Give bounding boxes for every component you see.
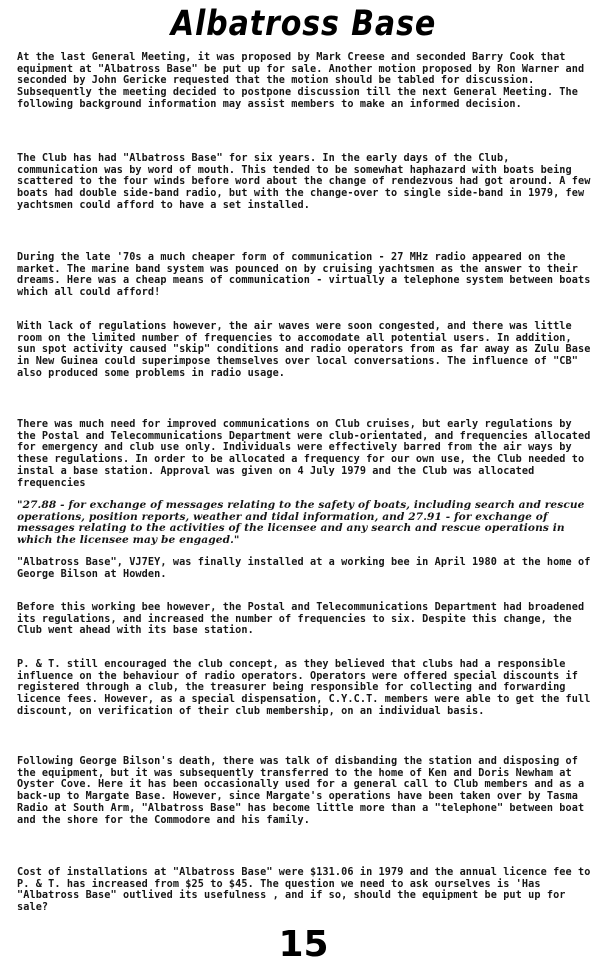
paragraph-club-history: The Club has had "Albatross Base" for six years. In the early days of the Club, communication was by word of mouth. This tended to be somewhat haphazard with boats being scattered to the four winds before word about the change of rendezvous had got around. A few boats had double side-band radio, but with the change-over to single side-band in 1979, few yachtsmen could afford to have a set installed. bbox=[17, 153, 591, 211]
paragraph-frequency-quote bbox=[17, 500, 591, 547]
paragraph-bilson-death: Following George Bilson's death, there was talk of disbanding the station and disposing of the equipment, but it was subsequently transferred to the home of Ken and Doris Newham at Oyster Cove. Here it has been occasionally used for a general call to Club members and as a back-up to Margate Base. However, since Margate's operations have been taken over by Tasma Radio at South Arm, "Albatross Base" has become little more than a "telephone" between boat and the shore for the Commodore and his family. bbox=[17, 756, 585, 826]
paragraph-costs-question: Cost of installations at "Albatross Base" were $131.06 in 1979 and the annual licence fee to P. & T. has increased from $25 to $45. The question we need to ask ourselves is 'Has "Albatross Base" outlived its usefulness , and if so, should the equipment be put up for sale? bbox=[17, 867, 591, 914]
paragraph-pt-club-concept: P. & T. still encouraged the club concept, as they believed that clubs had a responsible influence on the behaviour of radio operators. Operators were offered special discounts if registered through a club, the treasurer being responsible for collecting and forwarding licence fees. However, as a special dispensation, C.Y.C.T. members were able to get the full discount, on verification of their club membership, on an individual basis. bbox=[17, 659, 591, 717]
paragraph-working-bee: Before this working bee however, the Postal and Telecommunications Department had broadened its regulations, and increased the number of frequencies to six. Despite this change, the Club went ahead with its base station. bbox=[17, 602, 585, 637]
paragraph-regulations: With lack of regulations however, the air waves were soon congested, and there was little room on the limited number of frequencies to accomodate all potential users. In addition, sun spot activity caused "skip" conditions and radio operators from as far away as Zulu Base in New Guinea could superimpose themselves over local conversations. The influence of "CB" also produced some problems in radio usage. bbox=[17, 321, 591, 379]
page-number: 15 bbox=[278, 924, 329, 965]
paragraph-27mhz-radio: During the late '70s a much cheaper form of communication - 27 MHz radio appeared on the market. The marine band system was pounced on by cruising yachtsmen as the answer to their dreams. Here was a cheap means of communication - virtually a telephone system between boats which all could afford! bbox=[17, 252, 591, 299]
frequency-quote-text: "27.88 - for exchange of messages relating to the safety of boats, including search and rescue operations, position reports, weather and tidal information, and 27.91 - for exchange of messages relating to the activities of the licensee and any search and rescue operations in which the licensee may be engaged." bbox=[17, 499, 585, 547]
page-title: Albatross Base bbox=[170, 4, 437, 44]
paragraph-intro: At the last General Meeting, it was proposed by Mark Creese and seconded Barry Cook that equipment at "Albatross Base" be put up for sale. Another motion proposed by Ron Warner and seconded by John Gericke requested that the motion should be tabled for discussion. Subsequently the meeting decided to postpone discussion till the next General Meeting. The following background information may assist members to make an informed decision. bbox=[17, 52, 585, 110]
paragraph-communications: There was much need for improved communications on Club cruises, but early regulations by the Postal and Telecommunications Department were club-orientated, and frequencies allocated for emergency and club use only. Individuals were effectively barred from the air ways by these regulations. In order to be allocated a frequency for our own use, the Club needed to instal a base station. Approval was given on 4 July 1979 and the Club was allocated frequencies bbox=[17, 419, 591, 489]
paragraph-installation: "Albatross Base", VJ7EY, was finally installed at a working bee in April 1980 at the home of George Bilson at Howden. bbox=[17, 557, 591, 580]
